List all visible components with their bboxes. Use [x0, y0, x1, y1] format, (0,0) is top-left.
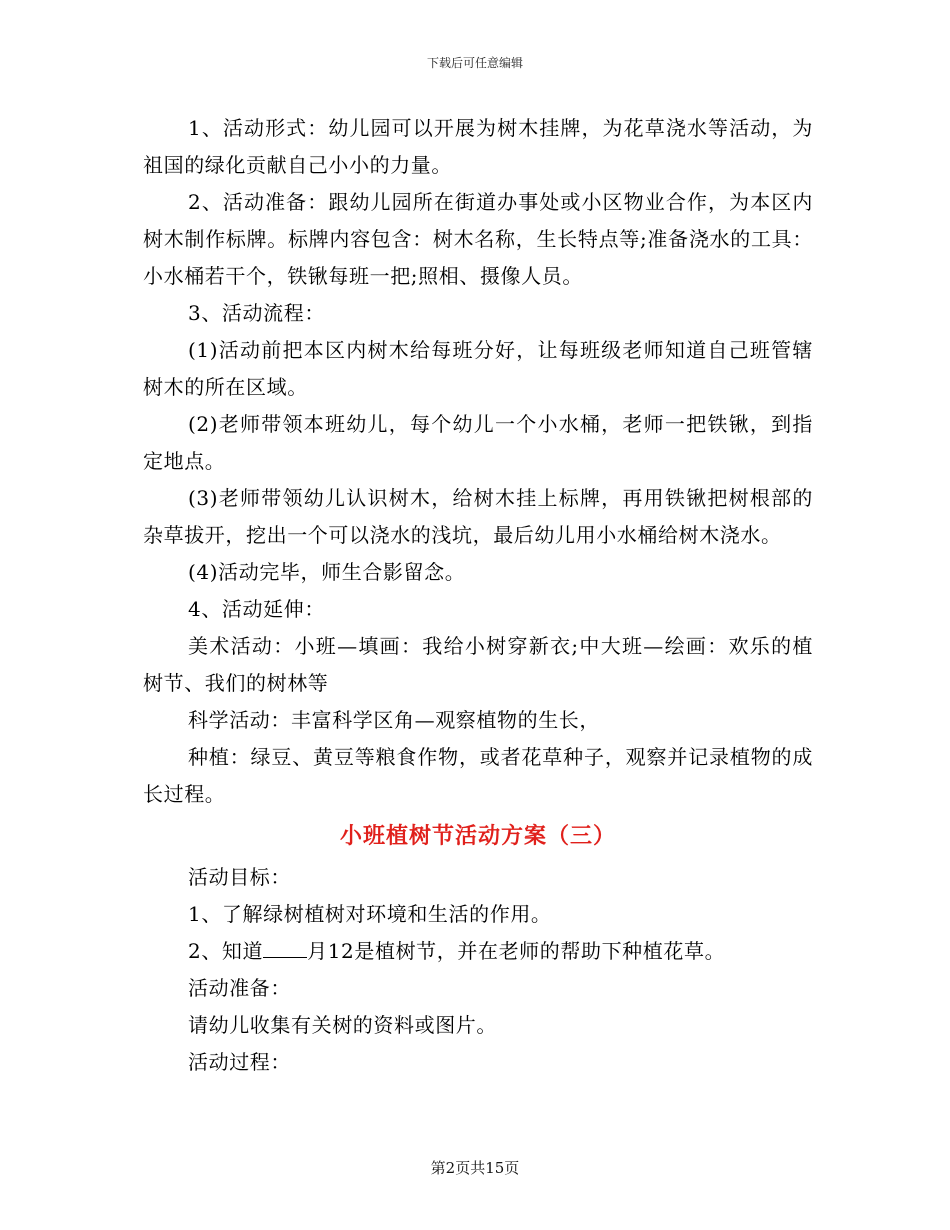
paragraph-text-before-blank: 2、知道 [188, 939, 264, 963]
paragraph: (4)活动完毕，师生合影留念。 [188, 560, 466, 584]
page-body [143, 110, 813, 1081]
paragraph: 1、了解绿树植树对环境和生活的作用。 [188, 902, 552, 926]
paragraph: (2)老师带领本班幼儿，每个幼儿一个小水桶，老师一把铁锹，到指定地点。 [143, 412, 813, 473]
paragraph: 2、活动准备：跟幼儿园所在街道办事处或小区物业合作，为本区内树木制作标牌。标牌内容包含：树木名称，生长特点等;准备浇水的工具：小水桶若干个，铁锹每班一把;照相、摄像人员。 [143, 190, 813, 288]
paragraph: 1、活动形式：幼儿园可以开展为树木挂牌，为花草浇水等活动，为祖国的绿化贡献自己小小的力量。 [143, 116, 813, 177]
paragraph: 活动目标： [188, 865, 291, 889]
paragraph: 4、活动延伸： [188, 597, 325, 621]
paragraph: 3、活动流程： [188, 301, 325, 325]
paragraph: 科学活动：丰富科学区角—观察植物的生长， [188, 708, 600, 732]
paragraph-text-after-blank: 月12是植树节，并在老师的帮助下种植花草。 [307, 939, 726, 963]
page-header: 下载后可任意编辑 [426, 56, 523, 70]
paragraph: 活动过程： [188, 1050, 291, 1074]
paragraph-with-blank [143, 933, 813, 970]
page-footer: 第2页共15页 [430, 1159, 520, 1177]
paragraph: 美术活动：小班—填画：我给小树穿新衣;中大班—绘画：欢乐的植树节、我们的树林等 [143, 634, 813, 695]
paragraph: 活动准备： [188, 976, 291, 1000]
fill-in-blank [263, 939, 307, 958]
paragraph: 请幼儿收集有关树的资料或图片。 [188, 1013, 497, 1037]
section-title: 小班植树节活动方案（三） [339, 823, 616, 849]
paragraph: (1)活动前把本区内树木给每班分好，让每班级老师知道自己班管辖树木的所在区域。 [143, 338, 813, 399]
paragraph: 种植：绿豆、黄豆等粮食作物，或者花草种子，观察并记录植物的成长过程。 [143, 745, 813, 806]
paragraph: (3)老师带领幼儿认识树木，给树木挂上标牌，再用铁锹把树根部的杂草拔开，挖出一个可以浇水的浅坑，最后幼儿用小水桶给树木浇水。 [143, 486, 813, 547]
